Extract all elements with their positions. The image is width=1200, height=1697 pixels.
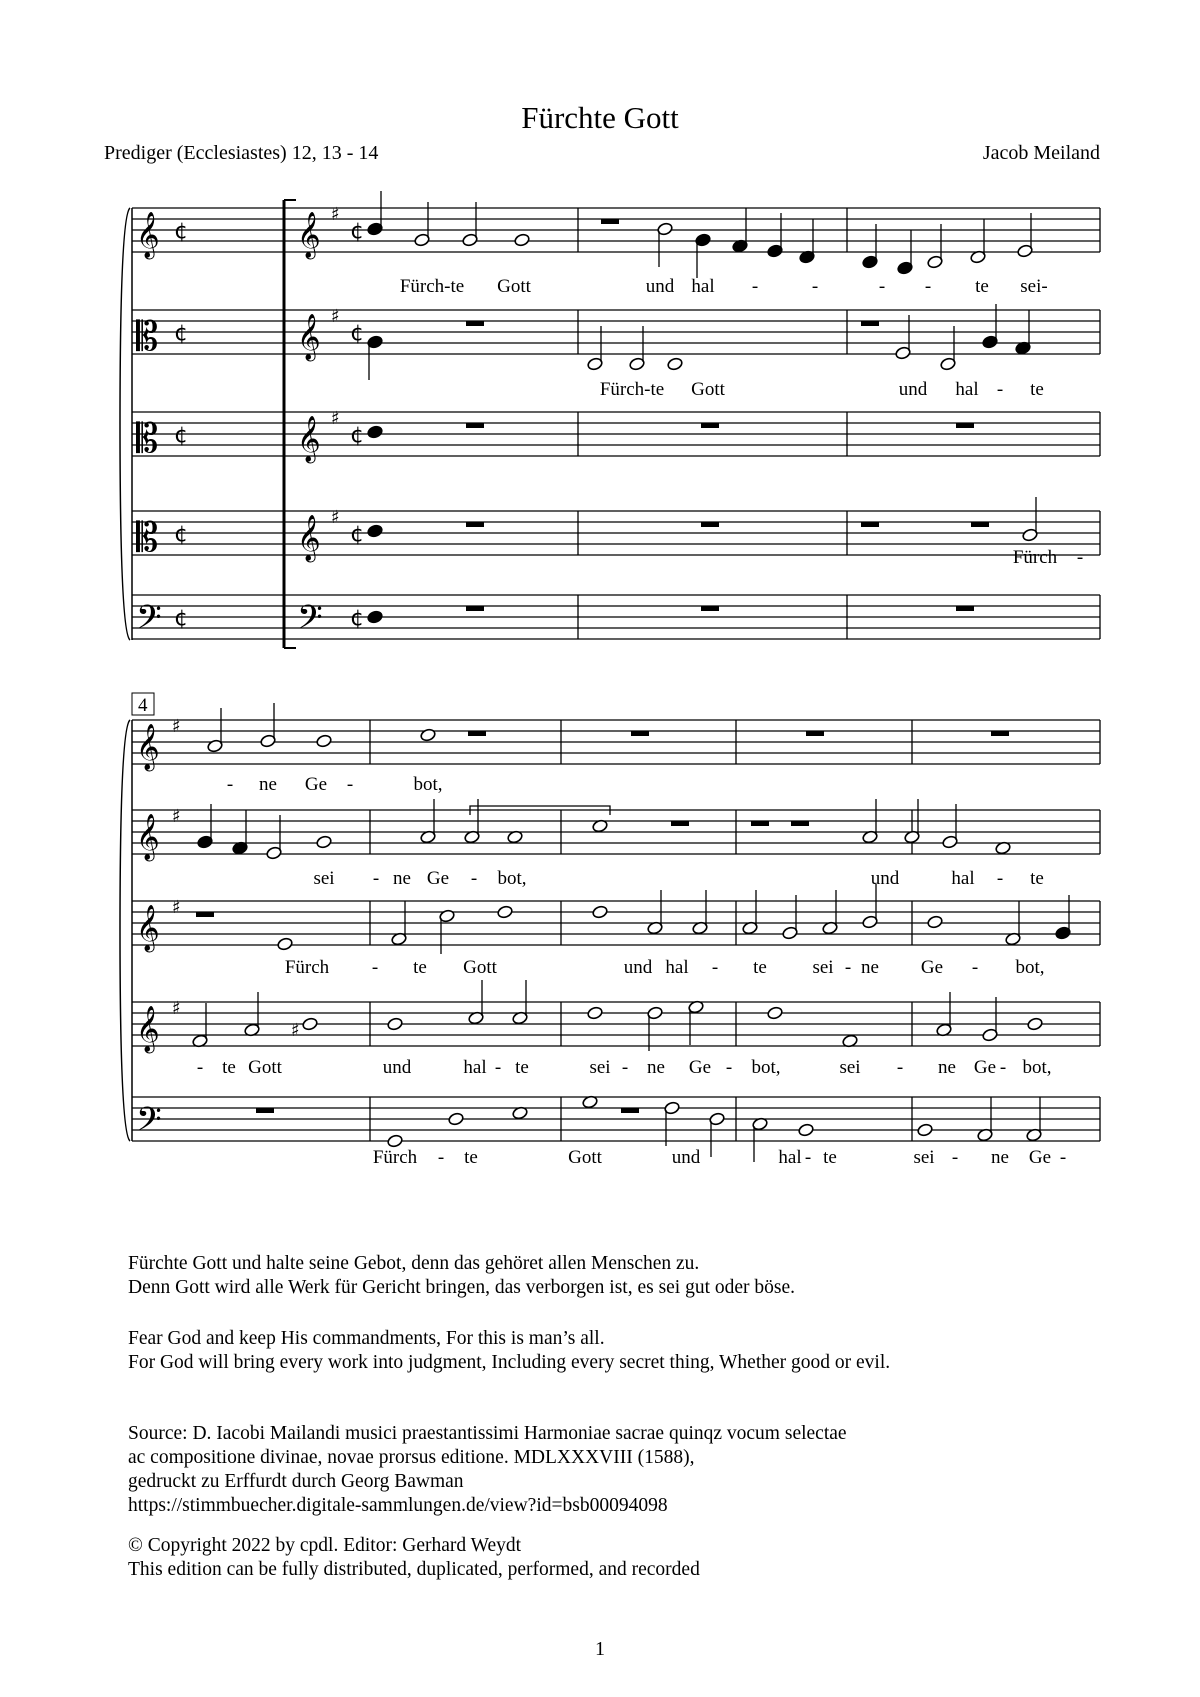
note: [767, 1006, 784, 1020]
english-line: Fear God and keep His commandments, For this is man’s all.: [128, 1328, 605, 1349]
bass-clef-icon: 𝄢: [136, 599, 162, 645]
whole-rest: [701, 606, 719, 611]
whole-rest: [196, 912, 214, 917]
sharp-icon: ♯: [172, 897, 181, 918]
lyric: te: [464, 1147, 478, 1168]
sharp-icon: ♯: [331, 306, 340, 327]
lyric: -: [1059, 1147, 1067, 1168]
lyric: hal: [778, 1147, 802, 1168]
note: [387, 1017, 404, 1031]
note: [277, 937, 294, 951]
sharp-icon: ♯: [172, 998, 181, 1019]
lyric: -: [437, 1147, 445, 1168]
sharp-icon: ♯: [172, 806, 181, 827]
copyright-line: © Copyright 2022 by cpdl. Editor: Gerhard Weydt: [128, 1535, 522, 1556]
lyric: ne: [991, 1147, 1009, 1168]
source-line: gedruckt zu Erffurdt durch Georg Bawman: [128, 1471, 464, 1492]
lyric: Fürch: [1012, 547, 1058, 568]
lyric: bot,: [497, 868, 527, 889]
treble-clef-icon: 𝄞: [136, 724, 160, 770]
sharp-icon: ♯: [172, 716, 181, 737]
lyric: Ge: [973, 1057, 997, 1078]
whole-rest: [256, 1108, 274, 1113]
lyric: sei-: [1020, 276, 1048, 297]
lyric: ne: [259, 774, 277, 795]
lyric: bot,: [413, 774, 443, 795]
note: [1027, 1017, 1044, 1031]
composer-name: Jacob Meiland: [982, 142, 1100, 164]
whole-rest: [861, 321, 879, 326]
lyric: hal: [691, 276, 715, 297]
alto-clef-icon: 𝄡: [136, 416, 159, 462]
lyric: te: [222, 1057, 236, 1078]
alto-clef-icon: 𝄡: [136, 515, 159, 561]
note: [367, 610, 384, 624]
lyric: -: [811, 276, 819, 297]
page-number: 1: [595, 1638, 605, 1660]
lyric: ne: [938, 1057, 956, 1078]
lyric: Ge: [688, 1057, 712, 1078]
lyric: bot,: [1022, 1057, 1052, 1078]
note: [316, 835, 333, 849]
whole-rest: [956, 423, 974, 428]
treble-clef-icon: 𝄞: [136, 905, 160, 951]
time-signature-icon: ¢: [174, 321, 188, 346]
lyric: -: [896, 1057, 904, 1078]
lyric: -: [951, 1147, 959, 1168]
sharp-icon: ♯: [331, 408, 340, 429]
treble-clef-icon: 𝄞: [136, 814, 160, 860]
whole-rest: [701, 522, 719, 527]
lyric: -: [924, 276, 932, 297]
german-line: Fürchte Gott und halte seine Gebot, denn das gehöret allen Menschen zu.: [128, 1253, 700, 1274]
whole-rest: [991, 731, 1009, 736]
lyric: sei: [589, 1057, 611, 1078]
whole-rest: [466, 522, 484, 527]
measure-number: 4: [138, 695, 148, 716]
english-line: For God will bring every work into judgment, Including every secret thing, Whether good or evil.: [128, 1352, 891, 1373]
whole-rest: [466, 606, 484, 611]
note: [497, 905, 514, 919]
lyric: ne: [647, 1057, 665, 1078]
lyric: Ge: [1028, 1147, 1052, 1168]
whole-rest: [971, 522, 989, 527]
lyric: -: [371, 957, 379, 978]
lyric: -: [226, 774, 234, 795]
lyric: und: [382, 1057, 412, 1078]
lyric: te: [823, 1147, 837, 1168]
note: [367, 524, 384, 538]
note: [420, 728, 437, 742]
lyric: -: [725, 1057, 733, 1078]
lyric: hal: [665, 957, 689, 978]
lyric: Fürch-te: [399, 276, 465, 297]
lyric: -: [470, 868, 478, 889]
copyright-text: [128, 1534, 700, 1582]
lyric: Gott: [691, 379, 725, 400]
whole-rest: [671, 821, 689, 826]
lyric: -: [1076, 547, 1084, 568]
lyric: Fürch: [284, 957, 330, 978]
lyric: Gott: [497, 276, 531, 297]
lyric: bot,: [1015, 957, 1045, 978]
lyric: Ge: [304, 774, 328, 795]
time-signature-icon: ¢: [350, 321, 364, 346]
treble-clef-icon: 𝄞: [136, 1006, 160, 1052]
lyric: -: [346, 774, 354, 795]
sharp-icon: ♯: [331, 507, 340, 528]
source-line: Source: D. Iacobi Mailandi musici praestantissimi Harmoniae sacrae quinqz vocum selectae: [128, 1423, 847, 1444]
page-title: Fürchte Gott: [521, 100, 679, 135]
time-signature-icon: ¢: [350, 522, 364, 547]
german-text: [128, 1252, 795, 1300]
whole-rest: [631, 731, 649, 736]
time-signature-icon: ¢: [174, 219, 188, 244]
source-text: [128, 1422, 847, 1518]
lyric: Fürch: [372, 1147, 418, 1168]
lyric: und: [623, 957, 653, 978]
lyric: sei: [313, 868, 335, 889]
whole-rest: [601, 219, 619, 224]
lyric: -: [196, 1057, 204, 1078]
lyric: te: [1030, 868, 1044, 889]
bass-clef-icon: 𝄢: [297, 599, 323, 645]
sharp-icon: ♯: [331, 204, 340, 225]
whole-rest: [468, 731, 486, 736]
time-signature-icon: ¢: [174, 522, 188, 547]
whole-rest: [701, 423, 719, 428]
time-signature-icon: ¢: [350, 219, 364, 244]
sharp-icon: ♯: [291, 1020, 300, 1041]
lyric: und: [671, 1147, 701, 1168]
lyric: -: [751, 276, 759, 297]
lyric: Gott: [248, 1057, 282, 1078]
treble-clef-icon: 𝄞: [297, 314, 321, 360]
lyric: -: [804, 1147, 812, 1168]
lyric: te: [753, 957, 767, 978]
lyric: und: [898, 379, 928, 400]
lyric: und: [870, 868, 900, 889]
whole-rest: [466, 321, 484, 326]
lyric: hal: [951, 868, 975, 889]
note: [667, 357, 684, 371]
whole-rest: [466, 423, 484, 428]
lyric: Ge: [426, 868, 450, 889]
lyric: -: [711, 957, 719, 978]
lyric: -: [971, 957, 979, 978]
lyric: und: [645, 276, 675, 297]
score-system-1: [120, 191, 1100, 648]
treble-clef-icon: 𝄞: [297, 212, 321, 258]
note: [927, 915, 944, 929]
note: [316, 734, 333, 748]
source-line: ac compositione divinae, novae prorsus editione. MDLXXXVIII (1588),: [128, 1447, 695, 1468]
lyric: sei: [812, 957, 834, 978]
lyric: -: [494, 1057, 502, 1078]
treble-clef-icon: 𝄞: [136, 212, 160, 258]
note: [367, 425, 384, 439]
copyright-line: This edition can be fully distributed, duplicated, performed, and recorded: [128, 1559, 700, 1580]
bass-clef-icon: 𝄢: [136, 1101, 162, 1147]
lyric: -: [996, 868, 1004, 889]
lyric: ne: [393, 868, 411, 889]
lyric: -: [621, 1057, 629, 1078]
time-signature-icon: ¢: [174, 423, 188, 448]
german-line: Denn Gott wird alle Werk für Gericht bringen, das verborgen ist, es sei gut oder böse.: [128, 1277, 796, 1298]
lyric: hal: [463, 1057, 487, 1078]
note: [448, 1112, 465, 1126]
time-signature-icon: ¢: [350, 606, 364, 631]
time-signature-icon: ¢: [350, 423, 364, 448]
english-text: [128, 1327, 890, 1375]
note: [798, 1123, 815, 1137]
lyric: Ge: [920, 957, 944, 978]
note: [387, 1134, 404, 1148]
lyric: bot,: [751, 1057, 781, 1078]
lyric: -: [844, 957, 852, 978]
whole-rest: [956, 606, 974, 611]
whole-rest: [861, 522, 879, 527]
lyric: sei: [839, 1057, 861, 1078]
system-brace: [120, 208, 130, 640]
whole-rest: [751, 821, 769, 826]
score-system-2: [120, 693, 1100, 1168]
lyric: te: [1030, 379, 1044, 400]
note: [514, 233, 531, 247]
system-brace: [120, 720, 130, 1141]
note: [587, 1006, 604, 1020]
lyric: te: [975, 276, 989, 297]
lyric: te: [515, 1057, 529, 1078]
lyric: hal: [955, 379, 979, 400]
note: [917, 1123, 934, 1137]
treble-clef-icon: 𝄞: [297, 416, 321, 462]
lyric: Gott: [463, 957, 497, 978]
lyric: te: [413, 957, 427, 978]
alto-clef-icon: 𝄡: [136, 314, 159, 360]
time-signature-icon: ¢: [174, 606, 188, 631]
lyric: -: [999, 1057, 1007, 1078]
lyric: ne: [861, 957, 879, 978]
source-link[interactable]: https://stimmbuecher.digitale-sammlungen.de/view?id=bsb00094098: [128, 1495, 668, 1516]
lyric: -: [372, 868, 380, 889]
lyric: -: [878, 276, 886, 297]
treble-clef-icon: 𝄞: [297, 515, 321, 561]
lyric: Fürch-te: [599, 379, 665, 400]
lyric: sei: [913, 1147, 935, 1168]
whole-rest: [806, 731, 824, 736]
whole-rest: [621, 1108, 639, 1113]
lyric: -: [996, 379, 1004, 400]
note: [592, 905, 609, 919]
scripture-reference: Prediger (Ecclesiastes) 12, 13 - 14: [104, 142, 379, 164]
note: [302, 1017, 319, 1031]
whole-rest: [791, 821, 809, 826]
lyric: Gott: [568, 1147, 602, 1168]
